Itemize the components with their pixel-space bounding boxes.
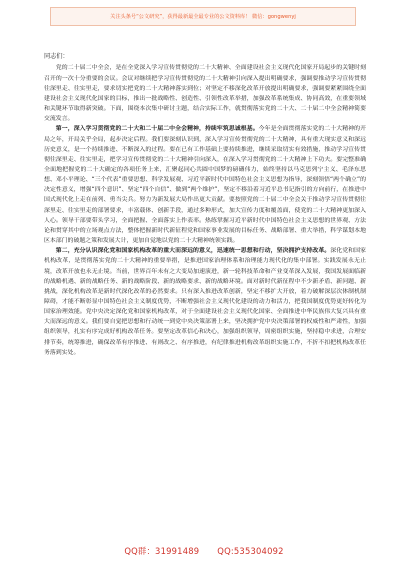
document-body xyxy=(44,52,366,358)
section-2-paragraph xyxy=(44,246,366,358)
salutation: 同志们： xyxy=(44,53,69,60)
section-1-paragraph xyxy=(44,124,366,246)
contact-footer xyxy=(0,545,408,557)
intro-paragraph: 党的二十届二中全会，是在全党深入学习宣传贯彻党的二十大精神、全面建设社会主义现代化国家开局起步的关键时刻召开的一次十分重要的会议。会议对继续把学习宣传贯彻党的二十大精神引向深入提出明确要求，强调要推动学习宣传贯彻往深里走、往实里走，要求切实把党的二十大精神落实到位；对坚定不移深化改革开放提出明确要求，强调要紧紧围绕全面建设社会主义现代化国家的目标，推出一批战略性、创造性、引领性改革举措，加强改革系统集成、协同高效，在重要领域和关键环节取得新突破。下面，围绕本次集中研讨主题，结合实际工作，就贯彻落实党的二十大、二十届二中全会精神简要交流发言。 xyxy=(44,65,366,123)
qq-text: QQ:535304092 xyxy=(217,546,284,556)
promo-banner xyxy=(50,7,356,26)
section-2-body: 深化党和国家机构改革，是贯彻落实党的二十大精神的重要举措，是推进国家治理体系和治理能力现代化的集中部署。实践发展永无止境，改革开放也永无止境。当前，世界百年未有之大变局加速演进，新一轮科技革命和产业变革深入发展，我国发展面临新的战略机遇、新的战略任务、新的战略阶段、新的战略要求、新的战略环境。面对新时代新征程中不少新矛盾、新问题、新挑战，深化机构改革是新时代深化改革的必然要求。只有深入推进改革创新，坚定不移扩大开放，着力破解深层次体制机制障碍，才能不断彰显中国特色社会主义制度优势，不断增强社会主义现代化建设的动力和活力，把我国制度优势更好转化为国家治理效能。党中央决定深化党和国家机构改革，对于全面建设社会主义现代化国家、全面推进中华民族伟大复兴具有重大而深远的意义。我们要自觉把思想和行动统一到党中央决策部署上来，坚决拥护党中央决策部署的权威性和严肃性，加强组织领导，扎实有序完成好机构改革任务。要坚定改革信心和决心，加强组织领导，周密组织实施，坚持稳中求进，合理安排节奏，统筹推进，确保改革有序推进、有则改之、有序推进，有纪律推进机构改革组织实施工作，不折不扣把机构改革任务落到实处。 xyxy=(44,248,367,356)
section-2-title: 第二，充分认识深化党和国家机构改革的重大而深远的意义，迅速统一思想和行动，坚决拥护支持改革。 xyxy=(55,248,331,255)
section-1-title: 第一，深入学习贯彻党的二十大和二十届二中全会精神，持续牢筑思诚根基。 xyxy=(55,126,259,133)
qq-group-text: QQ群：31991489 xyxy=(124,546,200,556)
section-1-body: 今年是全面贯彻落实党的二十大精神的开局之年，开局关乎全局，起步决定后程。我们要深刻认识到，深入学习宣传贯彻党的二十大精神，具有重大现实意义和深远历史意义，是一个持续推进、不断深入的过程。要在已有工作基础上要持续推进，继续采取切实有效措施，推动学习宣传贯彻往深里走、往实里走，把学习宣传贯彻党的二十大精神引向深入，在深入学习贯彻党的二十大精神上下功夫。要完整准确全面地把握党的二十大确定的各项任务上来，汇聚起同心共圆中国梦的磅礴伟力，始终坚持以马克思列宁主义、毛泽东思想、邓小平理论、“三个代表”重要思想、科学发展观、习近平新时代中国特色社会主义思想为指导，深刻领悟“两个确立”的决定性意义，增强“四个意识”、坚定“四个自信”、做到“两个维护”，坚定不移沿着习近平总书记指引的方向前行，在推进中国式现代化上走在前列、勇当尖兵。努力为新发展大局作出更大贡献。要按照党的二十届二中全会关于推动学习宣传贯彻往深里走、往实里走的部署要求，丰富载体、创新手段，通过多种形式，加大宣传力度和覆盖面，使党的二十大精神更加深入人心。领导干部要带头学习，全面把握、全面落实上作表率。热练掌握习近平新时代中国特色社会主义思想的世界观、方法论和贯穿其中的立场观点方法，整体把握新时代新征程党和国家事业发展的目标任务、战略部署、重大举措，科学谋划本地区本部门的破题之策和发展大计，更加自觉地以党的二十大精神统领实践。 xyxy=(44,126,366,245)
promo-banner-text: 关注头条号“公文研究”，获得最新最全最专业的公文资料库！ 微信：gongwenyj xyxy=(110,14,296,20)
